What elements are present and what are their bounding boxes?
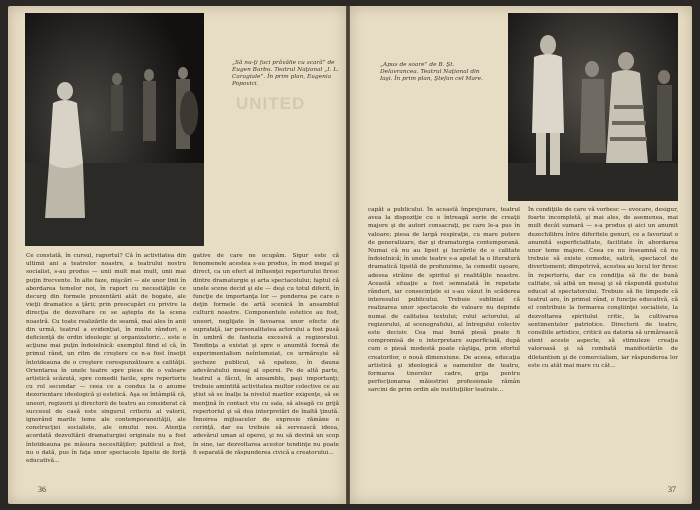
right-photo-caption: „Apus de soare” de B. Şt. Delavrancea. Teatrul Naţional din Iaşi. În prim plan, Ştefan cel Mare. (380, 62, 483, 82)
right-photo (508, 13, 678, 201)
right-page-number: 37 (668, 485, 676, 494)
left-page (8, 6, 346, 504)
faint-heading: UNITED (236, 94, 306, 113)
right-page (350, 6, 692, 504)
right-photo-image (508, 13, 678, 201)
left-page-number: 36 (38, 485, 46, 494)
left-photo-image (25, 13, 204, 246)
left-photo (25, 13, 204, 246)
right-text-column-1: capăt a publicului. În această împrejurare, teatrul avea la dispoziţie cu o întreagă serie de creaţii majore şi de autori consacraţi, pe care le-a pus în valoare; piesa de largă respiraţie, cu mare putere de generalizare, dar şi dramaturgia contemporană. Numai că nu au lipsit şi lucrările de o calitate îndoielnică; în unele teatre s-a apelat la o literatură dramatică lipsită de profunzime, la comedii uşoare, adesea străine de spiritul şi realităţile noastre. Această situaţie a fost semnalată în repetate rânduri, iar consecinţele ei s-au văzut în scăderea interesului publicului. Trebuie subliniat că realizarea unor spectacole de valoare nu depinde numai de calitatea textului; rolul actorului, al regizorului, al scenografului, al întregului colectiv este decisiv. Cea mai bună piesă poate fi compromisă de o interpretare superficială, după cum o piesă modestă poate câştiga, prin efortul creatorilor, o nouă dimensiune. De aceea, educaţia artistică şi ideologică a oamenilor de teatru, formarea tinerelor cadre, grija pentru perfecţionarea măiestriei profesionale rămân sarcini de prim ordin ale instituţiilor teatrale... (368, 207, 520, 394)
left-photo-caption: „Să nu-ţi faci prăvălie cu scară” de Eugen Barbu. Teatrul Naţional „I. L. Caragiale”. În prim plan, Eugenia Popovici. (232, 60, 339, 87)
right-text-column-2: În condiţiile de care vă vorbesc — evocare, desigur, foarte incompletă, şi mai ales, de asemenea, mai mult decât sumară — s-a produs şi aici un anumit dezechilibru între diferitele genuri, ce a favorizat o anumită superficialitate, facilitate în abordarea unor teme majore. Ceea ce nu înseamnă că nu trebuie să existe comedie, satiră, spectacol de divertisment; dimpotrivă, acestea au locul lor firesc în repertoriu, dar cu condiţia să fie de bună calitate, să aibă un mesaj şi să răspundă gustului educat al spectatorului. Trebuie să fie limpede că teatrul are, în primul rând, o funcţie educativă, că el contribuie la formarea conştiinţei socialiste, la dezvoltarea spiritului critic, la cultivarea sentimentelor patriotice. Directorii de teatre, consiliile artistice, criticii au datoria să urmărească atent aceste aspecte, să stimuleze creaţia valoroasă şi să combată manifestările de diletantism şi de comercialism, iar răspunderea lor este cu atât mai mare cu cât... (528, 207, 678, 369)
left-text-column-2: gative de care ne ocupăm. Sigur este că fenomenele acestea s-au produs, în mod inegal şi direct, ca un efect al influenţei reperturului firesc dintre dramaturgie şi arta spectacolului; faptul că unele scene decid şi ele — deşi cu totul diferit, în funcţie de importanţa lor — ponderea pe care o deţin formele de artă scenică în ansamblul culturii noastre. Componentele estetice au fost, uneori, neglijate în favoarea unor efecte de suprafaţă, iar personalitatea actorului a fost pusă în umbră de fantezia excesivă a regizorului. Tendinţa a existat şi spre o anumită formă de experimentalism neîntemeiat, ce urmăreşte să şocheze publicul, să epateze, în dauna adevăratului mesaj al operei. Pe de altă parte, teatrul a făcut, în ansamblu, paşi importanţi; trebuie amintită activitatea multor colective ce au ştiut să se înalţe la nivelul marilor exigenţe, să se menţină în contact viu cu sala, să aleagă cu grijă repertoriul şi să dea interpretări de înaltă ţinută. Înnoirea mijloacelor de expresie rămâne o cerinţă, dar ea trebuie să servească ideea, adevărul uman al operei, şi nu să devină un scop în sine, iar dezvoltarea acestor tendinţe nu poate fi separată de răspunderea civică a creatorului... (193, 253, 339, 456)
left-text-column-1: Ce constată, în cursul, raportul? Că în activitatea din ultimii ani a teatrelor noastre, a teatrului nostru socialist, s-au produs — unii mult mai mult, unii mai puţin frecvente. În alte faze, mişcări — ale unor linii în abordarea temelor noi, în raport cu necesităţile ce decurg din formele prezentării atât de bogate, ale vieţii dramatice a ţării; prin preocupări cu privire la direcţia de dezvoltare ce se aştepta de la scena noastră. Cu toate realizările de seamă, mai ales în anii din urmă, teatrul a evidenţiat, în multe rânduri, o deficienţă de ordin ideologic şi organizatoric... este o acţiune mai puţin îndoielnică: exemplul fiind el că, în primul rând, un ritm de creştere ce n-a fost însoţit întotdeauna de o creştere corespunzătoare a calităţii. Orientarea în unele teatre spre piese de o valoare artistică scăzută, spre comedii facile, spre repertoriu cu rol secundar — ceea ce a condus la o anume dezorientare ideologică şi estetică. Aşa se întâmplă că, uneori, regizorii şi directorii de teatru au considerat că succesul de casă este singurul criteriu al valorii, ignorând marile teme ale contemporaneităţii, ale construcţiei socialiste, ale omului nou. Atenţia acordată dezvoltării dramaturgiei originale nu a fost întotdeauna pe măsura necesităţilor; publicul a fost, nu o dată, pus în faţa unor spectacole lipsite de forţă educativă... (26, 253, 186, 465)
